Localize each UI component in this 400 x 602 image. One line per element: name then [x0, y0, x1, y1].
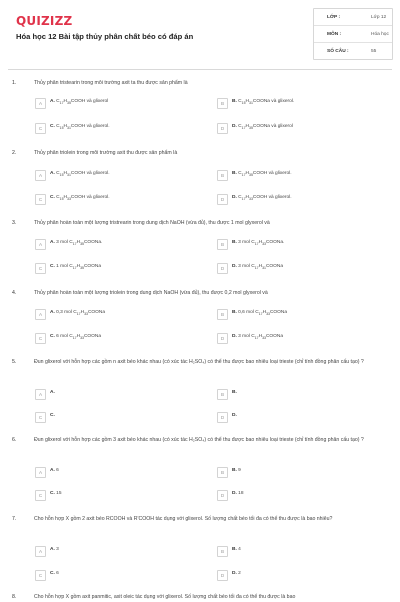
answer-option-c[interactable] [35, 570, 205, 583]
option-label: A. [50, 240, 55, 245]
option-letter-box[interactable]: A [35, 467, 46, 478]
option-label: A. [50, 99, 55, 104]
option-text [232, 195, 292, 201]
option-value: 6 [54, 571, 59, 576]
option-value: 2 [236, 571, 241, 576]
option-value: $C_{17}H_{35}COONa$ và glixerol [236, 124, 293, 130]
option-letter-box[interactable]: C [35, 194, 46, 205]
option-text [50, 571, 59, 576]
option-text [232, 99, 294, 105]
option-label: C. [50, 491, 55, 496]
option-letter-box[interactable]: D [217, 333, 228, 344]
option-letter-box[interactable]: D [217, 263, 228, 274]
option-letter-box[interactable]: D [217, 123, 228, 134]
option-text [50, 171, 110, 177]
option-text [232, 171, 292, 177]
answer-option-a[interactable] [35, 467, 205, 480]
answer-option-a[interactable] [35, 239, 205, 252]
option-letter-box[interactable]: A [35, 546, 46, 557]
option-value: 3 mol $C_{17}H_{33}COONa$. [236, 240, 285, 246]
option-letter-box[interactable]: A [35, 170, 46, 181]
option-label: C. [50, 334, 55, 339]
answer-option-a[interactable] [35, 389, 205, 402]
option-label: B. [232, 390, 237, 395]
option-letter-box[interactable]: A [35, 98, 46, 109]
meta-value: Hóa học [371, 31, 389, 37]
answer-option-b[interactable] [217, 170, 387, 183]
option-label: D. [232, 413, 237, 418]
option-letter-box[interactable]: B [217, 467, 228, 478]
option-text [50, 491, 61, 496]
answer-option-c[interactable] [35, 123, 205, 136]
option-label: D. [232, 124, 237, 129]
option-label: B. [232, 310, 237, 315]
option-value: 3 mol $C_{17}H_{35}COONa$. [54, 240, 103, 246]
option-text [50, 124, 110, 130]
option-label: C. [50, 264, 55, 269]
option-letter-box[interactable]: C [35, 412, 46, 423]
option-text [232, 413, 237, 418]
option-label: A. [50, 310, 55, 315]
answer-option-d[interactable] [217, 412, 387, 425]
answer-option-d[interactable] [217, 333, 387, 346]
meta-row-subject [314, 26, 392, 43]
meta-value: 55 [371, 48, 377, 54]
option-letter-box[interactable]: D [217, 412, 228, 423]
option-label: B. [232, 171, 237, 176]
option-letter-box[interactable]: C [35, 123, 46, 134]
option-letter-box[interactable]: D [217, 570, 228, 581]
question-number: 4. [12, 290, 17, 296]
answer-option-d[interactable] [217, 194, 387, 207]
answer-option-b[interactable] [217, 239, 387, 252]
option-text [50, 334, 101, 340]
option-value: 6 mol $C_{17}H_{33}COONa$ [54, 334, 102, 340]
meta-value: Lớp 12 [371, 14, 387, 20]
option-text [50, 390, 55, 395]
option-text [232, 491, 243, 496]
header-divider [8, 69, 392, 70]
page-title: Hóa học 12 Bài tập thủy phân chất béo có đáp án [16, 32, 194, 41]
option-text [232, 124, 293, 130]
answer-option-b[interactable] [217, 389, 387, 402]
question-number: 7. [12, 516, 17, 522]
option-value: $C_{17}H_{35}COOH$ và glixerol [54, 99, 109, 105]
answer-option-b[interactable] [217, 467, 387, 480]
question-text: Cho hỗn hợp X gồm 2 axit béo RCOOH và R'COOH tác dụng với glixerol. Số lượng chất béo tối đa có thể thu được là bao nhiêu? [34, 516, 333, 522]
option-value: 9 [236, 468, 241, 473]
option-label: B. [232, 547, 237, 552]
question-number: 8. [12, 594, 17, 600]
option-value: $C_{17}H_{35}COOH$ và glixerol. [236, 171, 292, 177]
option-letter-box[interactable]: C [35, 333, 46, 344]
question-number: 6. [12, 437, 17, 443]
option-label: A. [50, 171, 55, 176]
option-text [50, 264, 101, 270]
option-value: 1 mol $C_{17}H_{35}COONa$ [54, 264, 102, 270]
option-letter-box[interactable]: C [35, 570, 46, 581]
option-label: B. [232, 240, 237, 245]
option-text [50, 310, 105, 316]
option-label: D. [232, 491, 237, 496]
option-label: D. [232, 334, 237, 339]
option-letter-box[interactable]: B [217, 239, 228, 250]
answer-option-d[interactable] [217, 490, 387, 503]
option-text [50, 547, 59, 552]
option-value: 0,6 mol $C_{17}H_{33}COONa$ [236, 310, 288, 316]
option-text [232, 390, 237, 395]
option-label: A. [50, 547, 55, 552]
option-letter-box[interactable]: B [217, 98, 228, 109]
option-letter-box[interactable]: D [217, 490, 228, 501]
answer-option-a[interactable] [35, 546, 205, 559]
question-text: Thủy phân hoàn toàn một lượng tristrearin trong dung dịch NaOH (vừa đủ), thu được 1 mol glyxerol và [34, 220, 270, 226]
option-label: C. [50, 571, 55, 576]
question-text: Đun glixerol với hỗn hợp các gồm 3 axit béo khác nhau (có xúc tác H₂SO₄) có thể thu được bao nhiêu loại trieste (chỉ tính đồng phân cấu tạo) ? [34, 437, 364, 443]
option-label: C. [50, 124, 55, 129]
option-text [232, 334, 283, 340]
option-value: 15 [54, 491, 62, 496]
question-number: 5. [12, 359, 17, 365]
question-text: Cho hỗn hợp X gồm axit panmitic, axit oleic tác dụng với glixerol. Số lượng chất béo tối đa có thể thu được là bao [34, 594, 296, 600]
option-text [232, 310, 287, 316]
question-text: Đun glixerol với hỗn hợp các gồm n axit béo khác nhau (có xúc tác H₂SO₄) có thể thu được bao nhiêu loại trieste (chỉ tính đồng phân cấu tạo) ? [34, 359, 364, 365]
option-label: B. [232, 99, 237, 104]
option-text [232, 264, 283, 270]
meta-label: MÔN : [327, 31, 342, 37]
option-value: 3 mol $C_{17}H_{31}COONa$ [236, 264, 284, 270]
option-value: $C_{15}H_{31}COOH$ và glixerol. [54, 171, 110, 177]
option-letter-box[interactable]: C [35, 490, 46, 501]
meta-label: SỐ CÂU : [327, 48, 349, 54]
answer-option-c[interactable] [35, 263, 205, 276]
answer-option-d[interactable] [217, 123, 387, 136]
answer-option-b[interactable] [217, 309, 387, 322]
meta-label: LỚP : [327, 14, 341, 20]
option-text [50, 468, 59, 473]
question-text: Thủy phân triolein trong môi trường axit thu được sản phẩm là [34, 150, 178, 156]
answer-option-b[interactable] [217, 546, 387, 559]
answer-option-b[interactable] [217, 98, 387, 111]
quizizz-logo[interactable]: QUIZIZZ [16, 14, 73, 28]
option-text [50, 240, 102, 246]
answer-option-d[interactable] [217, 263, 387, 276]
option-label: D. [232, 195, 237, 200]
option-letter-box[interactable]: B [217, 546, 228, 557]
answer-option-d[interactable] [217, 570, 387, 583]
option-value: 4 [236, 547, 241, 552]
meta-row-class [314, 9, 392, 26]
option-text [232, 547, 241, 552]
option-letter-box[interactable]: B [217, 309, 228, 320]
question-number: 1. [12, 80, 17, 86]
option-letter-box[interactable]: B [217, 389, 228, 400]
option-label: C. [50, 413, 55, 418]
option-value: 3 mol $C_{17}H_{33}COONa$ [236, 334, 284, 340]
question-text: Thủy phân hoàn toàn một lượng triolein trong dung dịch NaOH (vừa đủ), thu được 0,2 mol glyxerol và [34, 290, 268, 296]
answer-option-c[interactable] [35, 412, 205, 425]
answer-option-a[interactable] [35, 170, 205, 183]
answer-option-c[interactable] [35, 194, 205, 207]
question-number: 2. [12, 150, 17, 156]
option-letter-box[interactable]: D [217, 194, 228, 205]
option-letter-box[interactable]: C [35, 263, 46, 274]
option-value: 18 [236, 491, 244, 496]
option-value: 0,3 mol $C_{17}H_{33}COONa$ [54, 310, 106, 316]
option-letter-box[interactable]: A [35, 389, 46, 400]
question-number: 3. [12, 220, 17, 226]
option-value: $C_{15}H_{31}COONa$ và glixerol. [236, 99, 295, 105]
option-label: D. [232, 571, 237, 576]
answer-option-c[interactable] [35, 333, 205, 346]
answer-option-c[interactable] [35, 490, 205, 503]
option-value: $C_{15}H_{31}COOH$ và glixerol. [54, 124, 110, 130]
option-label: D. [232, 264, 237, 269]
option-text [232, 468, 241, 473]
option-text [232, 240, 284, 246]
option-value: 6 [54, 468, 59, 473]
option-text [50, 99, 108, 105]
option-value: $C_{15}H_{33}COOH$ và glixerol. [54, 195, 110, 201]
meta-row-count [314, 43, 392, 59]
meta-table [313, 8, 393, 60]
question-text: Thủy phân tristearin trong môi trường axit ta thu được sản phẩm là [34, 80, 188, 86]
option-letter-box[interactable]: B [217, 170, 228, 181]
option-value: 3 [54, 547, 59, 552]
answer-option-a[interactable] [35, 309, 205, 322]
answer-option-a[interactable] [35, 98, 205, 111]
option-value: $C_{17}H_{33}COOH$ và glixerol. [236, 195, 292, 201]
option-label: A. [50, 468, 55, 473]
option-letter-box[interactable]: A [35, 309, 46, 320]
option-letter-box[interactable]: A [35, 239, 46, 250]
option-text [232, 571, 241, 576]
option-label: B. [232, 468, 237, 473]
option-text [50, 413, 55, 418]
header [0, 0, 400, 70]
option-label: A. [50, 390, 55, 395]
option-label: C. [50, 195, 55, 200]
option-text [50, 195, 110, 201]
